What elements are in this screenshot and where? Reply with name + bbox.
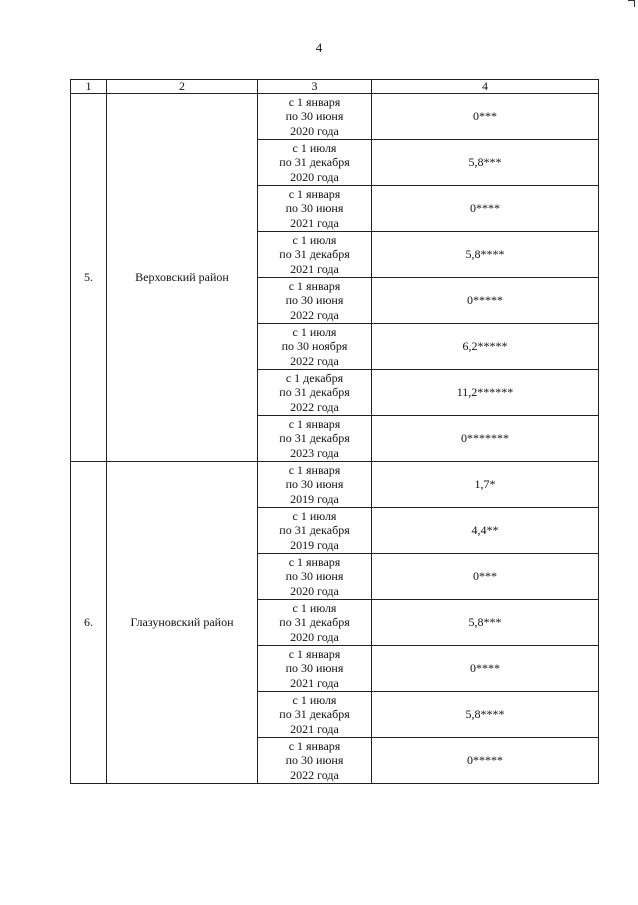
value-cell: 5,8****	[372, 692, 599, 738]
period-line: 2023 года	[290, 445, 339, 460]
period-line: по 30 июня	[285, 201, 344, 216]
period-cell	[258, 186, 372, 232]
period-line: с 1 декабря	[285, 370, 344, 385]
value-cell: 0*****	[372, 738, 599, 784]
period-line: 2021 года	[290, 721, 339, 736]
table-row	[71, 94, 599, 140]
header-cell-3: 3	[258, 80, 372, 94]
period-cell	[258, 692, 372, 738]
period-line: с 1 июля	[292, 140, 337, 155]
period-line: по 30 июня	[285, 293, 344, 308]
period-line: 2020 года	[290, 583, 339, 598]
period-line: 2021 года	[290, 261, 339, 276]
period-line: с 1 июля	[292, 692, 337, 707]
period-cell	[258, 140, 372, 186]
period-line: 2020 года	[290, 123, 339, 138]
period-line: с 1 января	[288, 554, 341, 569]
value-cell: 0*****	[372, 278, 599, 324]
period-line: с 1 июля	[292, 324, 337, 339]
period-line: 2020 года	[290, 629, 339, 644]
period-line: с 1 июля	[292, 232, 337, 247]
period-cell	[258, 370, 372, 416]
corner-mark	[628, 0, 635, 7]
period-line: с 1 января	[288, 186, 341, 201]
period-line: 2022 года	[290, 399, 339, 414]
period-line: по 30 июня	[285, 753, 344, 768]
value-cell: 11,2******	[372, 370, 599, 416]
period-cell	[258, 646, 372, 692]
header-cell-4: 4	[372, 80, 599, 94]
period-line: с 1 января	[288, 94, 341, 109]
period-line: по 30 ноября	[281, 339, 348, 354]
value-cell: 4,4**	[372, 508, 599, 554]
period-line: по 31 декабря	[279, 247, 350, 262]
period-line: по 30 июня	[285, 109, 344, 124]
value-cell: 6,2*****	[372, 324, 599, 370]
row-number: 6.	[71, 462, 107, 784]
period-line: 2022 года	[290, 767, 339, 782]
period-line: по 30 июня	[285, 477, 344, 492]
district-name: Верховский район	[107, 94, 258, 462]
period-line: 2019 года	[290, 491, 339, 506]
header-cell-2: 2	[107, 80, 258, 94]
period-line: 2022 года	[290, 307, 339, 322]
header-cell-1: 1	[71, 80, 107, 94]
period-cell	[258, 416, 372, 462]
value-cell: 0*******	[372, 416, 599, 462]
tariff-table	[70, 79, 599, 784]
period-line: по 31 декабря	[279, 431, 350, 446]
period-cell	[258, 232, 372, 278]
page-number: 4	[315, 40, 323, 55]
period-line: 2021 года	[290, 215, 339, 230]
value-cell: 0****	[372, 186, 599, 232]
period-line: по 31 декабря	[279, 707, 350, 722]
period-line: с 1 января	[288, 738, 341, 753]
value-cell: 0***	[372, 94, 599, 140]
table-header-row	[71, 80, 599, 94]
period-line: с 1 января	[288, 462, 341, 477]
period-line: 2022 года	[290, 353, 339, 368]
period-cell	[258, 508, 372, 554]
period-line: по 31 декабря	[279, 155, 350, 170]
period-cell	[258, 738, 372, 784]
period-cell	[258, 462, 372, 508]
district-name: Глазуновский район	[107, 462, 258, 784]
period-line: 2019 года	[290, 537, 339, 552]
value-cell: 0***	[372, 554, 599, 600]
period-line: с 1 июля	[292, 600, 337, 615]
period-line: 2020 года	[290, 169, 339, 184]
period-cell	[258, 554, 372, 600]
value-cell: 0****	[372, 646, 599, 692]
period-line: по 31 декабря	[279, 523, 350, 538]
row-number: 5.	[71, 94, 107, 462]
period-cell	[258, 278, 372, 324]
period-line: с 1 января	[288, 278, 341, 293]
period-cell	[258, 94, 372, 140]
period-line: по 31 декабря	[279, 385, 350, 400]
value-cell: 5,8***	[372, 140, 599, 186]
value-cell: 5,8***	[372, 600, 599, 646]
period-cell	[258, 324, 372, 370]
period-cell	[258, 600, 372, 646]
value-cell: 5,8****	[372, 232, 599, 278]
period-line: 2021 года	[290, 675, 339, 690]
period-line: с 1 июля	[292, 508, 337, 523]
value-cell: 1,7*	[372, 462, 599, 508]
period-line: по 31 декабря	[279, 615, 350, 630]
period-line: с 1 января	[288, 416, 341, 431]
period-line: по 30 июня	[285, 569, 344, 584]
period-line: с 1 января	[288, 646, 341, 661]
table-row	[71, 462, 599, 508]
period-line: по 30 июня	[285, 661, 344, 676]
